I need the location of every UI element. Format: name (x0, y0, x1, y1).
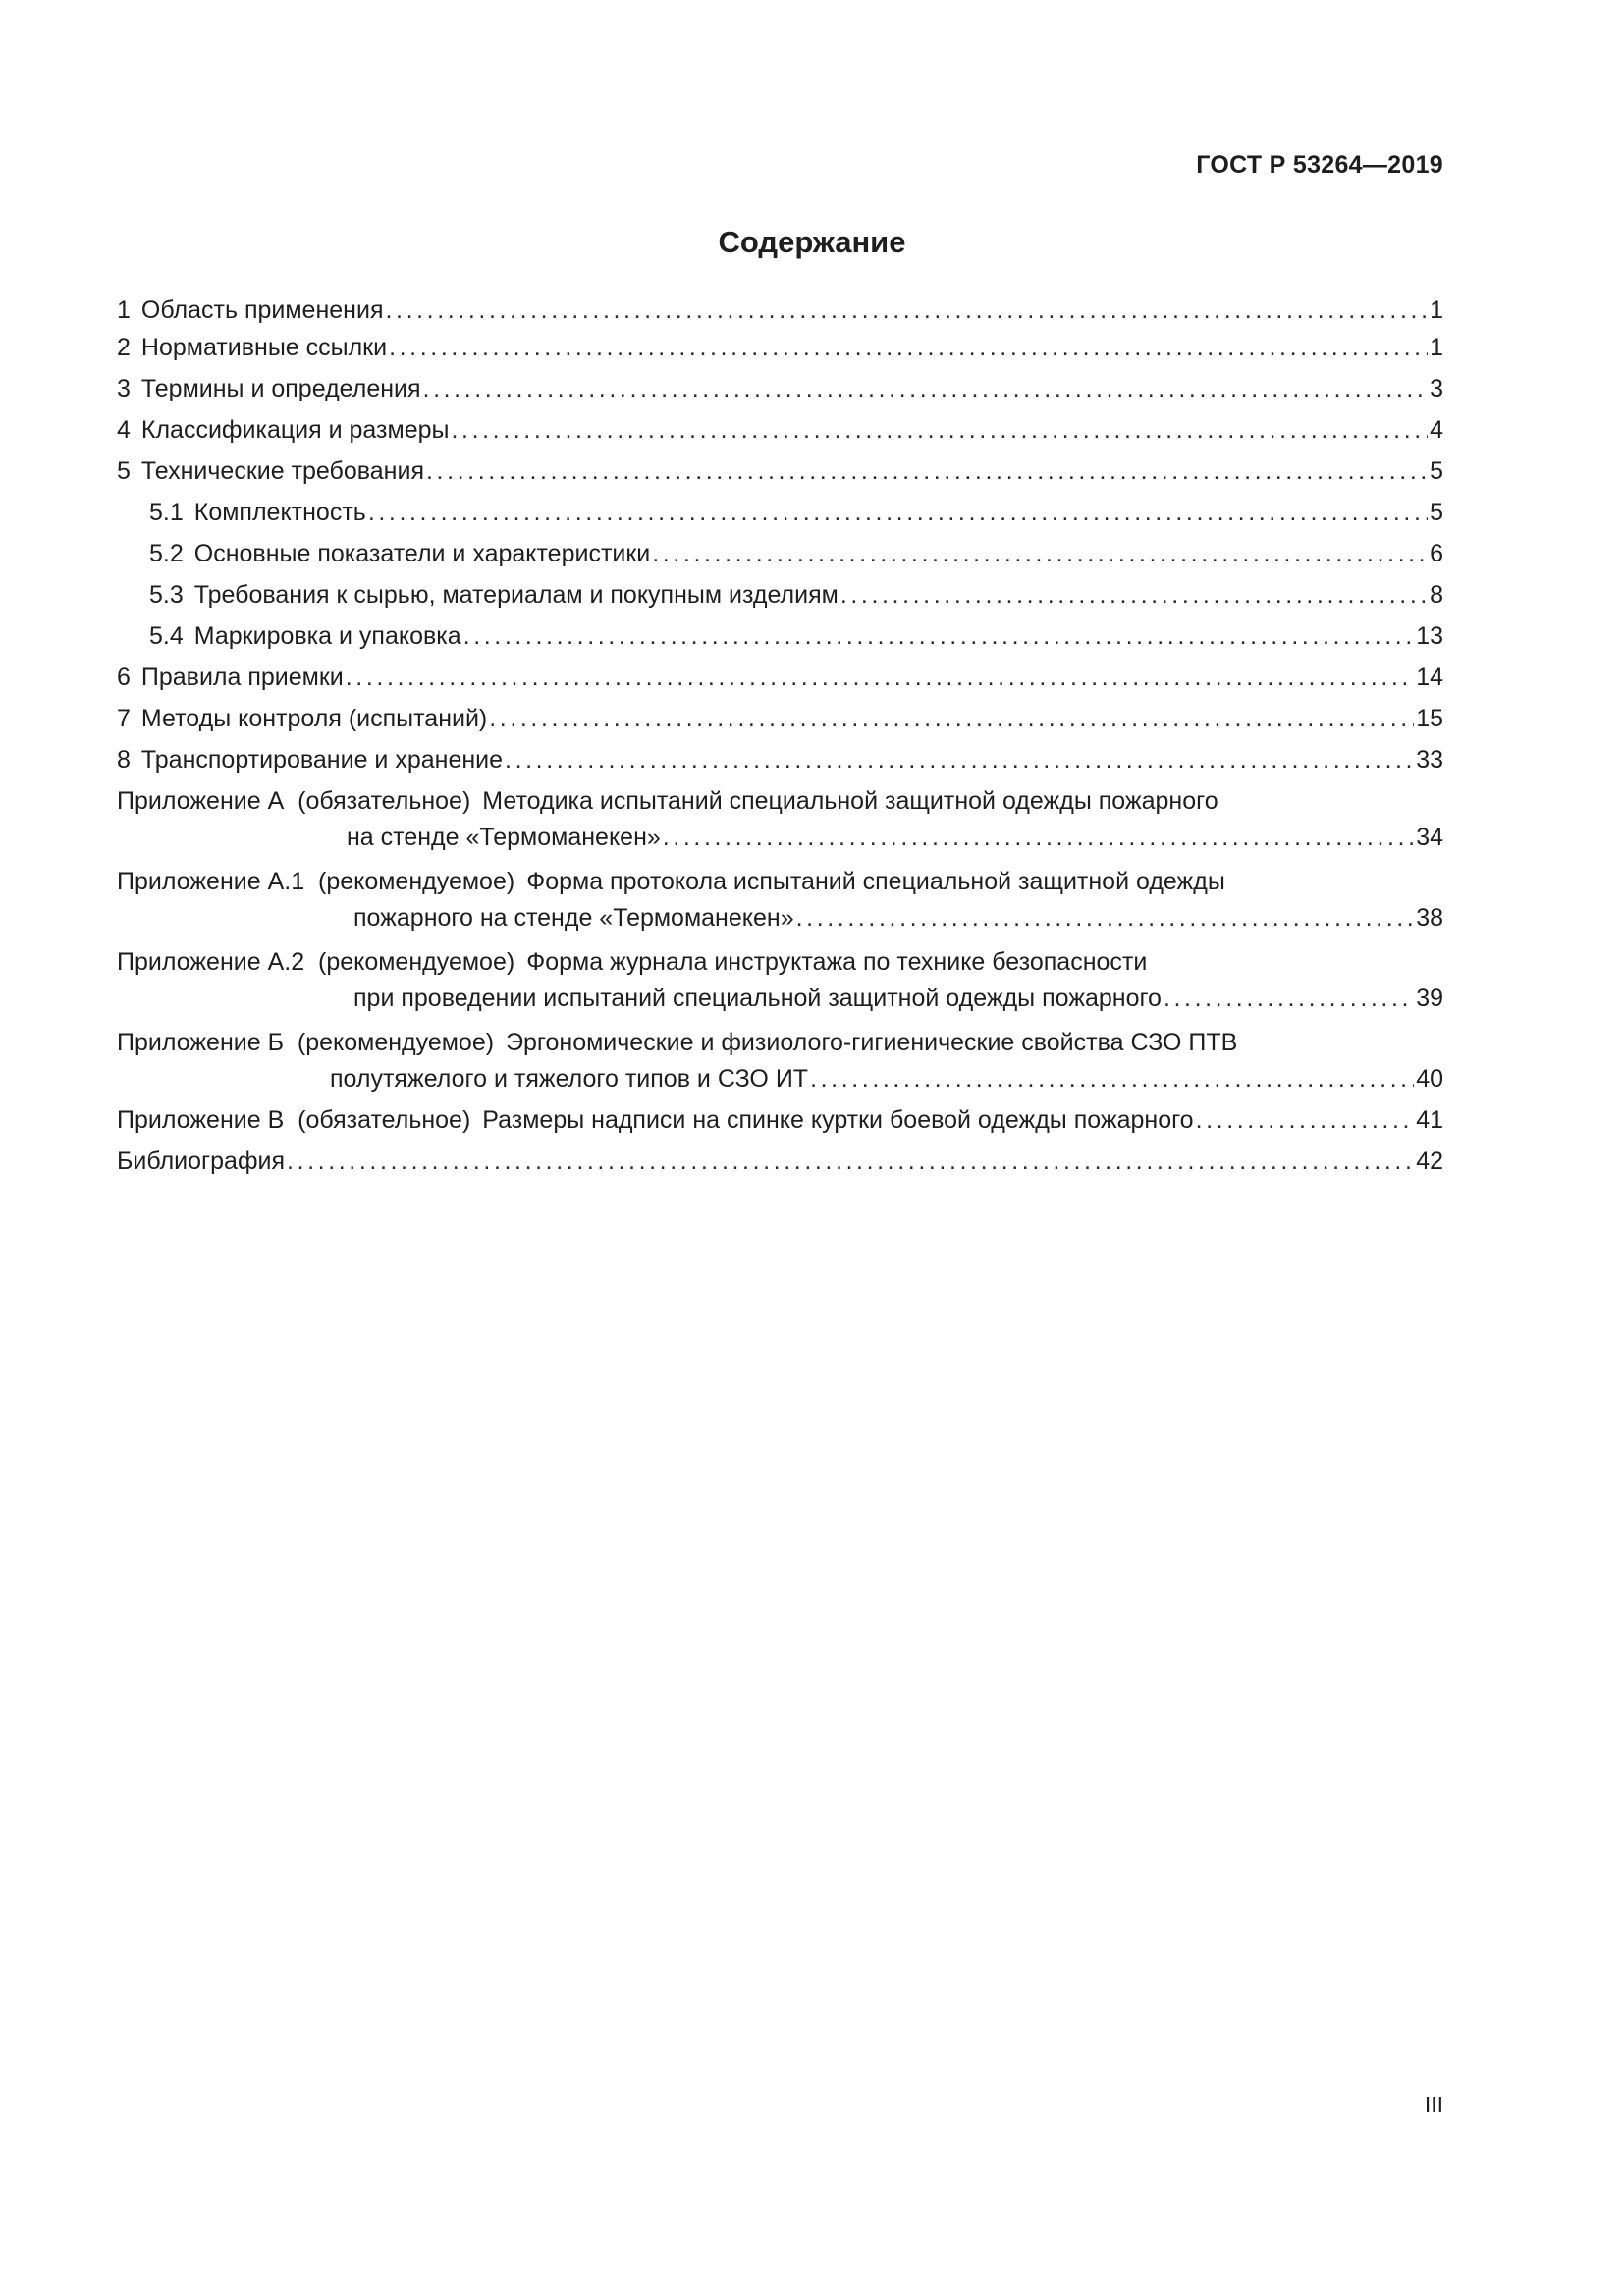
toc-entry-page: 15 (1416, 705, 1443, 732)
toc-entry-page: 39 (1416, 985, 1443, 1012)
toc-entry-5-4[interactable] (117, 615, 1443, 657)
toc-entry-title: Требования к сырью, материалам и покупным изделиям (193, 581, 839, 609)
toc-entry-number: 2 (117, 334, 131, 361)
toc-entry-6[interactable] (117, 657, 1443, 698)
dot-leader (423, 368, 1429, 409)
appendix-title-line1: Эргономические и физиолого-гигиенические свойства СЗО ПТВ (506, 1029, 1238, 1056)
toc-bibliography[interactable] (117, 1141, 1443, 1182)
toc-entry-page: 1 (1430, 296, 1443, 324)
toc-entry-page: 33 (1416, 746, 1443, 774)
toc-entry-page: 6 (1430, 540, 1443, 567)
toc-entry-3[interactable] (117, 368, 1443, 409)
toc-entry-title: Правила приемки (140, 664, 344, 691)
appendix-title-line2: при проведении испытаний специальной защитной одежды пожарного (353, 985, 1162, 1012)
dot-leader (287, 1141, 1414, 1182)
toc-entry-page: 34 (1416, 824, 1443, 851)
appendix-title-line2: полутяжелого и тяжелого типов и СЗО ИТ (330, 1065, 809, 1093)
toc-entry-title: Методы контроля (испытаний) (140, 705, 488, 732)
toc-entry-page: 4 (1430, 416, 1443, 444)
toc-entry-4[interactable] (117, 409, 1443, 451)
toc-entry-title: Технические требования (140, 457, 424, 485)
dot-leader (663, 822, 1414, 854)
dot-leader (451, 409, 1428, 451)
dot-leader (796, 902, 1415, 934)
page-title: Содержание (718, 225, 906, 259)
appendix-label: Приложение А.2 (рекомендуемое) (117, 948, 515, 976)
toc-entry-5-2[interactable] (117, 533, 1443, 574)
toc-appendix-v[interactable] (117, 1099, 1443, 1141)
toc-appendix-a[interactable] (117, 780, 1443, 854)
toc-entry-5[interactable] (117, 451, 1443, 492)
toc-entry-1[interactable] (117, 294, 1443, 327)
toc-entry-title: Транспортирование и хранение (140, 746, 504, 774)
toc-entry-page: 14 (1416, 664, 1443, 691)
dot-leader (1164, 983, 1414, 1015)
appendix-title-line2: на стенде «Термоманекен» (347, 824, 661, 851)
toc-entry-number: 5.1 (149, 499, 184, 526)
standard-designation: ГОСТ Р 53264—2019 (1196, 151, 1443, 179)
toc-entry-title: Маркировка и упаковка (193, 622, 461, 650)
toc-entry-title: Основные показатели и характеристики (193, 540, 651, 567)
appendix-title-line1: Размеры надписи на спинке куртки боевой одежды пожарного (482, 1106, 1194, 1134)
dot-leader (389, 327, 1428, 368)
table-of-contents (117, 294, 1443, 1182)
toc-entry-title: Нормативные ссылки (140, 334, 388, 361)
dot-leader (426, 451, 1428, 492)
toc-entry-number: 4 (117, 416, 131, 444)
toc-entry-page: 42 (1416, 1148, 1443, 1175)
dot-leader (840, 574, 1428, 615)
dot-leader (346, 657, 1414, 698)
toc-entry-number: 8 (117, 746, 131, 774)
toc-entry-8[interactable] (117, 739, 1443, 780)
dot-leader (505, 739, 1414, 780)
toc-entry-5-3[interactable] (117, 574, 1443, 615)
toc-entry-page: 13 (1416, 622, 1443, 650)
appendix-label: Приложение В (обязательное) (117, 1106, 471, 1134)
toc-entry-page: 41 (1416, 1106, 1443, 1134)
toc-entry-number: 1 (117, 296, 131, 324)
toc-entry-number: 6 (117, 664, 131, 691)
appendix-title-line1: Форма журнала инструктажа по технике безопасности (526, 948, 1148, 976)
toc-entry-number: 7 (117, 705, 131, 732)
toc-entry-title: Библиография (117, 1148, 286, 1175)
toc-entry-7[interactable] (117, 698, 1443, 739)
dot-leader (810, 1063, 1414, 1095)
toc-appendix-a2[interactable] (117, 941, 1443, 1015)
dot-leader (368, 492, 1428, 533)
appendix-label: Приложение Б (рекомендуемое) (117, 1029, 495, 1056)
appendix-label: Приложение А.1 (рекомендуемое) (117, 868, 515, 895)
appendix-title-line2: пожарного на стенде «Термоманекен» (353, 904, 794, 932)
toc-entry-page: 8 (1430, 581, 1443, 609)
dot-leader (463, 615, 1415, 657)
toc-entry-title: Классификация и размеры (140, 416, 450, 444)
appendix-label: Приложение А (обязательное) (117, 787, 471, 815)
toc-entry-page: 5 (1430, 499, 1443, 526)
toc-entry-number: 5 (117, 457, 131, 485)
toc-entry-title: Область применения (140, 296, 384, 324)
toc-entry-2[interactable] (117, 327, 1443, 368)
toc-entry-page: 40 (1416, 1065, 1443, 1093)
toc-appendix-b[interactable] (117, 1022, 1443, 1095)
appendix-title-line1: Форма протокола испытаний специальной защитной одежды (526, 868, 1225, 895)
appendix-title-line1: Методика испытаний специальной защитной одежды пожарного (482, 787, 1218, 815)
toc-entry-number: 5.4 (149, 622, 184, 650)
toc-entry-5-1[interactable] (117, 492, 1443, 533)
toc-entry-page: 38 (1416, 904, 1443, 932)
toc-entry-number: 3 (117, 375, 131, 402)
toc-entry-number: 5.2 (149, 540, 184, 567)
toc-entry-title: Термины и определения (140, 375, 421, 402)
dot-leader (489, 698, 1414, 739)
page-number: III (1424, 2092, 1443, 2117)
toc-appendix-a1[interactable] (117, 861, 1443, 934)
toc-entry-title: Комплектность (193, 499, 366, 526)
toc-entry-page: 3 (1430, 375, 1443, 402)
toc-entry-page: 1 (1430, 334, 1443, 361)
dot-leader (1196, 1099, 1415, 1141)
toc-entry-page: 5 (1430, 457, 1443, 485)
dot-leader (385, 294, 1428, 327)
toc-entry-number: 5.3 (149, 581, 184, 609)
dot-leader (652, 533, 1428, 574)
